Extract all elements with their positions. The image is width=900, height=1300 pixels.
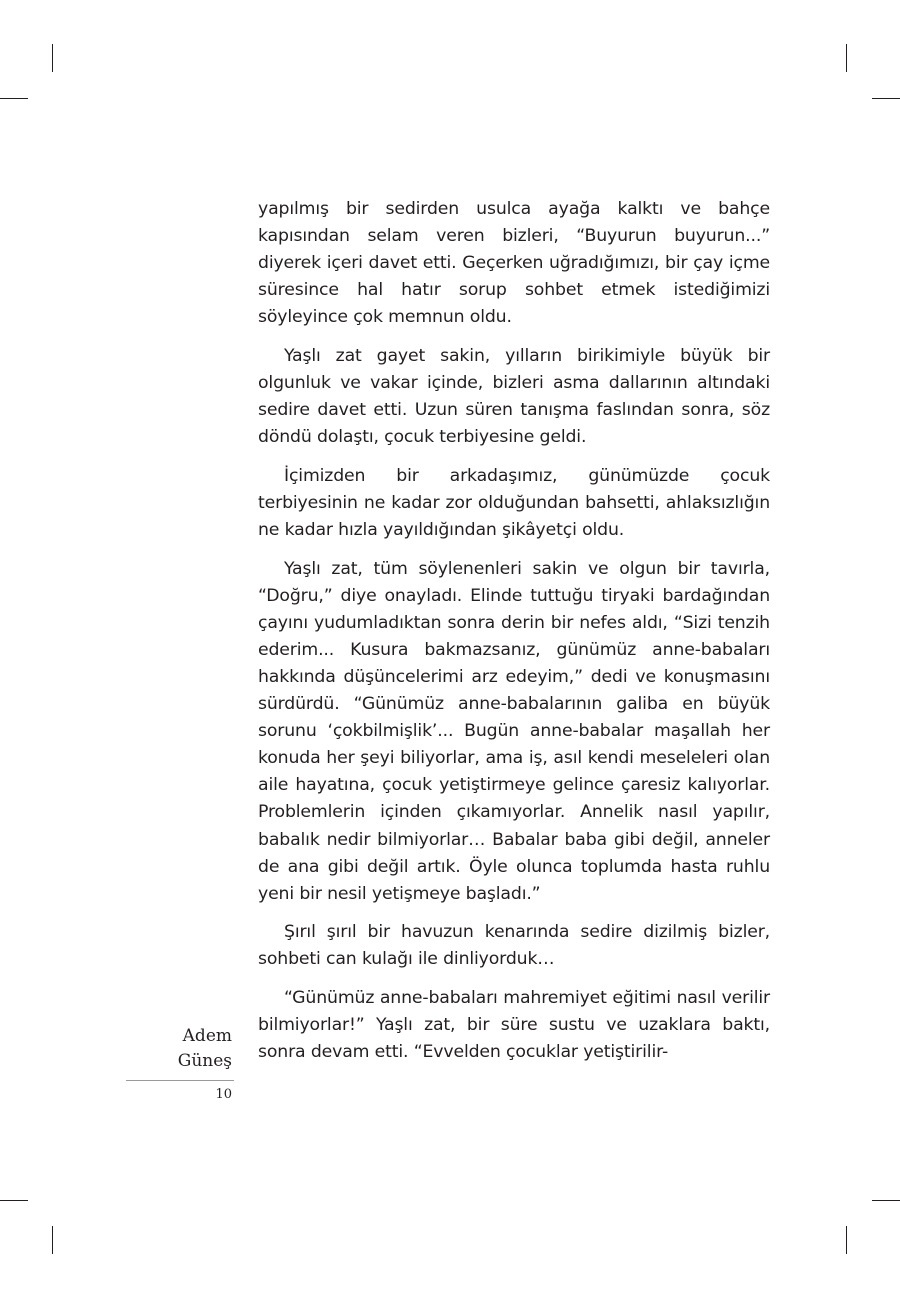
paragraph-5: Şırıl şırıl bir havuzun kenarında sedire dizilmiş bizler, sohbeti can kulağı ile dinliyorduk… (258, 922, 770, 970)
crop-mark-bottom-left-vertical (52, 1226, 53, 1254)
paragraph-4: Yaşlı zat, tüm söylenenleri sakin ve olgun bir tavırla, “Doğru,” diye onayladı. Elinde tuttuğu tiryaki bardağından çayını yudumladıktan sonra derin bir nefes aldı, “Sizi tenzih ederim... Kusura bakmazsanız, günümüz anne-babaları hakkında düşüncelerimi arz edeyim,” dedi ve konuşmasını sürdürdü. “Günümüz anne-babalarının galiba en büyük sorunu ‘çokbilmişlik’... Bugün anne-babalar maşallah her konuda her şeyi biliyorlar, ama iş, asıl kendi meseleleri olan aile hayatına, çocuk yetiştirmeye gelince çaresiz kalıyorlar. Problemlerin içinden çıkamıyorlar. Annelik nasıl yapılır, babalık nedir bilmiyorlar… Babalar baba gibi değil, anneler de ana gibi değil artık. Öyle olunca toplumda hasta ruhlu yeni bir nesil yetişmeye başladı.” (258, 558, 770, 904)
page-number: 10 (215, 1087, 232, 1102)
author-divider (126, 1080, 234, 1081)
author-first-name: Adem (182, 1026, 232, 1046)
author-name (120, 1024, 232, 1074)
paragraph-6: “Günümüz anne-babaları mahremiyet eğitimi nasıl verilir bilmiyorlar!” Yaşlı zat, bir süre sustu ve uzaklara baktı, sonra devam etti. “Evvelden çocuklar yetiştirilir- (258, 988, 770, 1063)
crop-mark-top-right-horizontal (872, 98, 900, 99)
crop-mark-bottom-left-horizontal (0, 1200, 28, 1201)
crop-mark-top-right-vertical (846, 44, 847, 72)
paragraph-2: Yaşlı zat gayet sakin, yılların birikimiyle büyük bir olgunluk ve vakar içinde, bizleri asma dallarının altındaki sedire davet etti. Uzun süren tanışma faslından sonra, söz döndü dolaştı, çocuk terbiyesine geldi. (258, 345, 770, 448)
body-text (258, 196, 770, 1078)
crop-mark-bottom-right-horizontal (872, 1200, 900, 1201)
crop-mark-top-left-horizontal (0, 98, 28, 99)
crop-mark-bottom-right-vertical (846, 1226, 847, 1254)
author-last-name: Güneş (177, 1051, 232, 1071)
paragraph-3: İçimizden bir arkadaşımız, günümüzde çocuk terbiyesinin ne kadar zor olduğundan bahsetti, ahlaksızlığın ne kadar hızla yayıldığından şikâyetçi oldu. (258, 465, 770, 541)
paragraph-1: yapılmış bir sedirden usulca ayağa kalktı ve bahçe kapısından selam veren bizleri, “Buyurun buyurun...” diyerek içeri davet etti. Geçerken uğradığımızı, bir çay içme süresince hal hatır sorup sohbet etmek istediğimizi söyleyince çok memnun oldu. (258, 199, 770, 328)
crop-mark-top-left-vertical (52, 44, 53, 72)
